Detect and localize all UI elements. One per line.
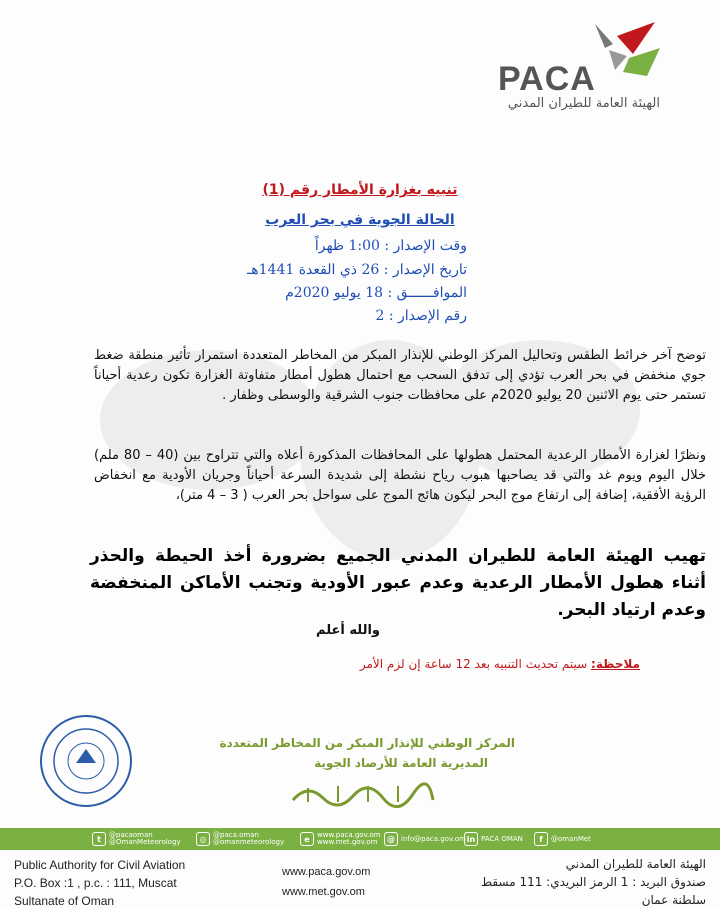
instagram-handle-1: @paca.oman bbox=[213, 831, 259, 839]
footer-web-1[interactable]: www.paca.gov.om bbox=[282, 866, 371, 878]
official-stamp-icon bbox=[38, 713, 134, 809]
note bbox=[360, 657, 640, 671]
center-name: المركز الوطني للإنذار المبكر من المخاطر المتعددة bbox=[219, 736, 515, 750]
twitter-links[interactable] bbox=[92, 832, 181, 846]
twitter-handle-1: @pacaoman bbox=[109, 831, 153, 839]
instagram-handle-2: @omanmeteorology bbox=[213, 838, 285, 846]
linkedin-icon: in bbox=[464, 832, 478, 846]
footer-web-2[interactable]: www.met.gov.om bbox=[282, 886, 365, 898]
warning-paragraph: تهيب الهيئة العامة للطيران المدني الجميع بضرورة أخذ الحيطة والحذر أثناء هطول الأمطار الرعدية وعدم عبور الأودية وتجنب الأماكن المنخفضة وعدم ارتياد البحر. bbox=[90, 546, 706, 620]
email-link[interactable] bbox=[384, 832, 466, 846]
body-paragraph-2: ونظرًا لغزارة الأمطار الرعدية المحتمل هطولها على المحافظات المذكورة أعلاه والتي تتراوح بين (40 – 80 ملم) خلال اليوم ويوم غد والتي قد يصاحبها هبوب رياح نشطة إلى شديدة السرعة أحياناً وجريان الأودية مع انخفاض الرؤية الأفقية، إضافة إلى ارتفاع موج البحر ليكون هائج الموج على سواحل بحر العرب ( 3 – 4 متر)، bbox=[94, 448, 706, 503]
issue-time: وقت الإصدار : 1:00 ظهراً bbox=[314, 238, 467, 254]
calligraphy-signature-icon bbox=[288, 778, 438, 808]
instagram-icon: ◎ bbox=[196, 832, 210, 846]
instagram-links[interactable] bbox=[196, 832, 284, 846]
alert-title: تنبيه بغزارة الأمطار رقم (1) bbox=[262, 182, 458, 198]
twitter-icon: t bbox=[92, 832, 106, 846]
note-text: سيتم تحديث التنبيه بعد 12 ساعة إن لزم الأمر bbox=[359, 657, 588, 671]
facebook-link[interactable] bbox=[534, 832, 591, 846]
web-link-2: www.met.gov.om bbox=[317, 838, 378, 846]
web-icon: e bbox=[300, 832, 314, 846]
logo-subtitle: الهيئة العامة للطيران المدني bbox=[507, 96, 660, 111]
alert-subtitle: الحالة الجوية في بحر العرب bbox=[265, 212, 455, 228]
email-icon: @ bbox=[384, 832, 398, 846]
directorate-name: المديرية العامة للأرصاد الجوية bbox=[314, 756, 488, 770]
linkedin-handle: PACA OMAN bbox=[481, 835, 523, 843]
facebook-icon: f bbox=[534, 832, 548, 846]
footer-en-address: P.O. Box :1 , p.c. : 111, Muscat bbox=[14, 876, 177, 890]
footer-ar-name: الهيئة العامة للطيران المدني bbox=[565, 857, 706, 871]
body-paragraph-1: توضح آخر خرائط الطقس وتحاليل المركز الوطني للإنذار المبكر من المخاطر المتعددة استمرار تأثير منطقة ضغط جوي منخفض في بحر العرب تؤدي إلى تدفق السحب مع احتمال هطول أمطار متفاوتة الغزارة تكون رعدية أحياناً تستمر حتى يوم الاثنين 20 يوليو 2020م على محافظات جنوب الشرقية والوسطى وظفار . bbox=[94, 348, 706, 403]
footer-en-name: Public Authority for Civil Aviation bbox=[14, 858, 186, 872]
footer-ar-country: سلطنة عمان bbox=[641, 893, 706, 907]
twitter-handle-2: @OmanMeteorology bbox=[109, 838, 181, 846]
closing-text: والله أعلم bbox=[316, 623, 380, 638]
issue-number: رقم الإصدار : 2 bbox=[375, 308, 467, 324]
logo-text: PACA bbox=[498, 60, 596, 98]
web-link-1: www.paca.gov.om bbox=[317, 831, 381, 839]
footer-ar-address: صندوق البريد : 1 الرمز البريدي: 111 مسقط bbox=[481, 875, 706, 889]
web-links[interactable] bbox=[300, 832, 381, 846]
email-address: info@paca.gov.om bbox=[401, 835, 466, 843]
facebook-handle: @omanMet bbox=[551, 835, 591, 843]
issue-date-gregorian: الموافــــــق : 18 يوليو 2020م bbox=[285, 285, 467, 301]
note-label: ملاحظة: bbox=[591, 657, 640, 671]
footer-en-country: Sultanate of Oman bbox=[14, 894, 115, 908]
linkedin-link[interactable] bbox=[464, 832, 523, 846]
issue-date-hijri: تاريخ الإصدار : 26 ذي القعدة 1441هـ bbox=[247, 262, 467, 278]
